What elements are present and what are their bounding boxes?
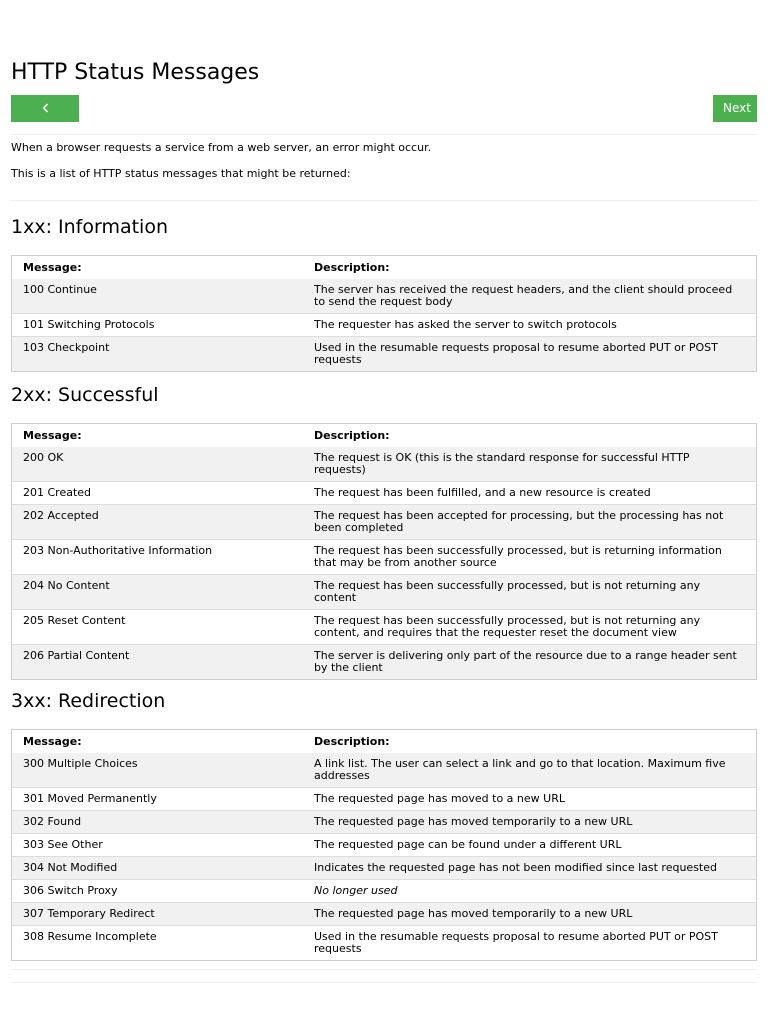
- status-message: 304 Not Modified: [23, 861, 118, 874]
- status-message: 200 OK: [23, 451, 64, 464]
- status-message: 308 Resume Incomplete: [23, 930, 157, 943]
- status-message: 206 Partial Content: [23, 649, 130, 662]
- section-heading-3xx: 3xx: Redirection: [11, 690, 166, 712]
- status-table-2xx: [11, 423, 757, 680]
- status-description: The request has been accepted for processing, but the processing has not been completed: [314, 509, 724, 534]
- status-message: 301 Moved Permanently: [23, 792, 157, 805]
- table-row: [12, 505, 757, 540]
- status-description: The request has been successfully processed, but is returning information that may be from another source: [314, 544, 722, 569]
- status-message: 307 Temporary Redirect: [23, 907, 155, 920]
- column-header-message: Message:: [23, 735, 82, 748]
- table-row: [12, 903, 757, 926]
- status-message: 205 Reset Content: [23, 614, 126, 627]
- column-header-message: Message:: [23, 261, 82, 274]
- divider: [11, 134, 757, 135]
- status-message: 302 Found: [23, 815, 82, 828]
- status-message: 204 No Content: [23, 579, 110, 592]
- status-message: 201 Created: [23, 486, 92, 499]
- status-description-text: No longer used: [314, 884, 398, 897]
- table-row: [12, 337, 757, 372]
- table-row: [12, 610, 757, 645]
- status-message: 103 Checkpoint: [23, 341, 110, 354]
- status-message: 100 Continue: [23, 283, 97, 296]
- table-row: [12, 314, 757, 337]
- status-message: 203 Non-Authoritative Information: [23, 544, 213, 557]
- status-description: The server has received the request headers, and the client should proceed to send the request body: [314, 283, 733, 308]
- status-table-1xx: [11, 255, 757, 372]
- status-description: The requester has asked the server to switch protocols: [314, 318, 617, 331]
- previous-button[interactable]: [11, 95, 79, 142]
- divider: [11, 969, 757, 970]
- column-header-description: Description:: [314, 735, 390, 748]
- table-row: [12, 880, 757, 903]
- column-header-message: Message:: [23, 429, 82, 442]
- status-description: The request has been fulfilled, and a new resource is created: [314, 486, 651, 499]
- status-description: The requested page has moved temporarily to a new URL: [314, 907, 633, 920]
- status-message: 306 Switch Proxy: [23, 884, 118, 897]
- column-header-description: Description:: [314, 261, 390, 274]
- table-row: [12, 540, 757, 575]
- table-row: [12, 857, 757, 880]
- status-table-3xx: [11, 729, 757, 961]
- status-description: The requested page has moved to a new URL: [314, 792, 565, 805]
- status-description: The requested page can be found under a different URL: [314, 838, 622, 851]
- chevron-right-icon: [732, 130, 739, 140]
- table-row: [12, 788, 757, 811]
- status-description: The requested page has moved temporarily to a new URL: [314, 815, 633, 828]
- status-message: 202 Accepted: [23, 509, 99, 522]
- table-row: [12, 834, 757, 857]
- table-row: [12, 645, 757, 680]
- table-row: [12, 811, 757, 834]
- status-message: 101 Switching Protocols: [23, 318, 155, 331]
- table-row: [12, 279, 757, 314]
- table-row: [12, 753, 757, 788]
- section-heading-2xx: 2xx: Successful: [11, 384, 159, 406]
- status-message: 300 Multiple Choices: [23, 757, 138, 770]
- previous-label: Previous: [21, 128, 72, 142]
- status-description: A link list. The user can select a link and go to that location. Maximum five addresses: [314, 757, 726, 782]
- table-row: [12, 447, 757, 482]
- status-description: Used in the resumable requests proposal to resume aborted PUT or POST requests: [314, 930, 718, 955]
- page-title: HTTP Status Messages: [11, 60, 260, 85]
- next-label: Next: [723, 101, 751, 115]
- status-description: The server is delivering only part of the resource due to a range header sent by the client: [314, 649, 737, 674]
- status-message: 303 See Other: [23, 838, 103, 851]
- status-description: The request has been successfully processed, but is not returning any content, and requires that the requester reset the document view: [314, 614, 701, 639]
- status-description: Used in the resumable requests proposal to resume aborted PUT or POST requests: [314, 341, 718, 366]
- section-heading-1xx: 1xx: Information: [11, 216, 169, 238]
- column-header-description: Description:: [314, 429, 390, 442]
- status-description: [303, 880, 757, 903]
- table-row: [12, 926, 757, 961]
- divider: [11, 982, 757, 983]
- status-description: The request is OK (this is the standard response for successful HTTP requests): [314, 451, 690, 476]
- status-description: Indicates the requested page has not been modified since last requested: [314, 861, 717, 874]
- pagination-nav: [11, 95, 757, 142]
- intro-paragraph-2: This is a list of HTTP status messages that might be returned:: [11, 167, 351, 180]
- table-row: [12, 482, 757, 505]
- table-row: [12, 575, 757, 610]
- chevron-left-icon: [42, 103, 49, 113]
- intro-paragraph-1: When a browser requests a service from a web server, an error might occur.: [11, 141, 432, 154]
- next-button[interactable]: [713, 95, 757, 122]
- divider: [11, 200, 757, 201]
- status-description: The request has been successfully processed, but is not returning any content: [314, 579, 701, 604]
